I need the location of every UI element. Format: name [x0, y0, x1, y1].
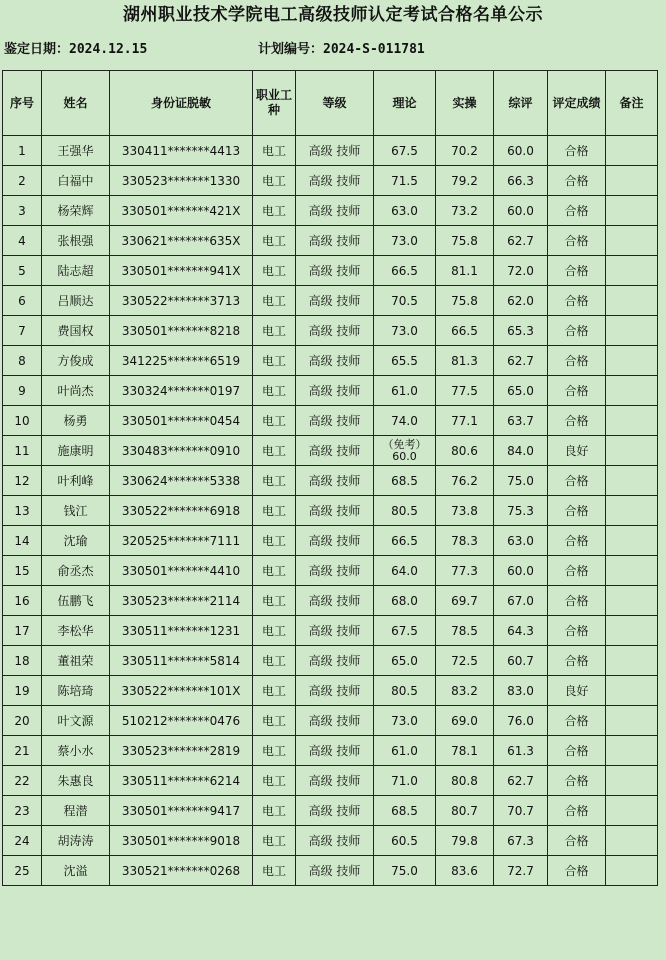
cell-theory[interactable]: 73.0 [374, 706, 436, 736]
cell-name[interactable]: 陈培琦 [42, 676, 110, 706]
cell-seq[interactable]: 23 [3, 796, 42, 826]
cell-occupation[interactable]: 电工 [253, 766, 296, 796]
cell-id[interactable]: 330621*******635X [110, 226, 253, 256]
cell-occupation[interactable]: 电工 [253, 256, 296, 286]
cell-practice[interactable]: 83.6 [436, 856, 494, 886]
table-row [3, 496, 658, 526]
cell-level[interactable]: 高级 技师 [296, 766, 374, 796]
cell-review[interactable]: 75.0 [494, 466, 548, 496]
cell-review[interactable]: 70.7 [494, 796, 548, 826]
cell-remark[interactable] [606, 286, 658, 316]
table-row [3, 676, 658, 706]
cell-practice[interactable]: 81.3 [436, 346, 494, 376]
cell-result[interactable]: 合格 [548, 826, 606, 856]
cell-level[interactable]: 高级 技师 [296, 616, 374, 646]
cell-remark[interactable] [606, 526, 658, 556]
cell-id[interactable]: 330501*******0454 [110, 406, 253, 436]
cell-practice[interactable]: 77.1 [436, 406, 494, 436]
exam-meta [4, 38, 666, 60]
table-row [3, 166, 658, 196]
cell-level[interactable]: 高级 技师 [296, 706, 374, 736]
cell-result[interactable]: 合格 [548, 316, 606, 346]
cell-result[interactable]: 良好 [548, 676, 606, 706]
cell-remark[interactable] [606, 166, 658, 196]
table-row [3, 766, 658, 796]
cell-result[interactable]: 合格 [548, 556, 606, 586]
cell-result[interactable]: 合格 [548, 346, 606, 376]
cell-result[interactable]: 合格 [548, 406, 606, 436]
cell-seq[interactable]: 2 [3, 166, 42, 196]
cell-id[interactable]: 330511*******1231 [110, 616, 253, 646]
cell-id[interactable]: 330501*******941X [110, 256, 253, 286]
cell-occupation[interactable]: 电工 [253, 826, 296, 856]
cell-result[interactable]: 合格 [548, 616, 606, 646]
cell-remark[interactable] [606, 406, 658, 436]
cell-remark[interactable] [606, 256, 658, 286]
cell-theory[interactable]: 68.5 [374, 466, 436, 496]
cell-name[interactable]: 施康明 [42, 436, 110, 466]
cell-theory[interactable]: 68.5 [374, 796, 436, 826]
cell-id[interactable]: 330522*******6918 [110, 496, 253, 526]
cell-remark[interactable] [606, 586, 658, 616]
cell-practice[interactable]: 77.5 [436, 376, 494, 406]
cell-seq[interactable]: 4 [3, 226, 42, 256]
cell-result[interactable]: 合格 [548, 256, 606, 286]
cell-level[interactable]: 高级 技师 [296, 796, 374, 826]
cell-review[interactable]: 76.0 [494, 706, 548, 736]
cell-remark[interactable] [606, 556, 658, 586]
cell-level[interactable]: 高级 技师 [296, 526, 374, 556]
cell-practice[interactable]: 78.5 [436, 616, 494, 646]
cell-level[interactable]: 高级 技师 [296, 136, 374, 166]
cell-name[interactable]: 白福中 [42, 166, 110, 196]
cell-seq[interactable]: 22 [3, 766, 42, 796]
cell-practice[interactable]: 77.3 [436, 556, 494, 586]
cell-occupation[interactable]: 电工 [253, 376, 296, 406]
cell-review[interactable]: 75.3 [494, 496, 548, 526]
cell-remark[interactable] [606, 346, 658, 376]
cell-name[interactable]: 李松华 [42, 616, 110, 646]
cell-practice[interactable]: 75.8 [436, 286, 494, 316]
cell-name[interactable]: 蔡小水 [42, 736, 110, 766]
cell-review[interactable]: 60.7 [494, 646, 548, 676]
cell-practice[interactable]: 76.2 [436, 466, 494, 496]
cell-name[interactable]: 朱惠良 [42, 766, 110, 796]
table-row [3, 376, 658, 406]
table-header-row [3, 71, 658, 136]
cell-result[interactable]: 良好 [548, 436, 606, 466]
cell-practice[interactable]: 78.1 [436, 736, 494, 766]
table-row [3, 556, 658, 586]
cell-remark[interactable] [606, 646, 658, 676]
cell-remark[interactable] [606, 136, 658, 166]
cell-review[interactable]: 62.0 [494, 286, 548, 316]
cell-id[interactable]: 330483*******0910 [110, 436, 253, 466]
cell-name[interactable]: 吕顺达 [42, 286, 110, 316]
cell-seq[interactable]: 5 [3, 256, 42, 286]
cell-remark[interactable] [606, 766, 658, 796]
cell-name[interactable]: 董祖荣 [42, 646, 110, 676]
cell-name[interactable]: 叶文源 [42, 706, 110, 736]
cell-occupation[interactable]: 电工 [253, 496, 296, 526]
cell-name[interactable]: 陆志超 [42, 256, 110, 286]
cell-occupation[interactable]: 电工 [253, 406, 296, 436]
cell-review[interactable]: 67.3 [494, 826, 548, 856]
cell-theory[interactable]: 65.0 [374, 646, 436, 676]
cell-theory[interactable]: 60.5 [374, 826, 436, 856]
table-row [3, 796, 658, 826]
cell-level[interactable]: 高级 技师 [296, 676, 374, 706]
cell-result[interactable]: 合格 [548, 226, 606, 256]
table-row [3, 136, 658, 166]
cell-occupation[interactable]: 电工 [253, 736, 296, 766]
table-row [3, 526, 658, 556]
cell-result[interactable]: 合格 [548, 646, 606, 676]
cell-theory[interactable]: 65.5 [374, 346, 436, 376]
header-seq[interactable]: 序号 [3, 71, 42, 136]
cell-level[interactable]: 高级 技师 [296, 406, 374, 436]
table-row [3, 826, 658, 856]
cell-review[interactable]: 60.0 [494, 196, 548, 226]
cell-review[interactable]: 60.0 [494, 136, 548, 166]
cell-remark[interactable] [606, 226, 658, 256]
cell-occupation[interactable]: 电工 [253, 676, 296, 706]
cell-level[interactable]: 高级 技师 [296, 856, 374, 886]
cell-occupation[interactable]: 电工 [253, 796, 296, 826]
cell-remark[interactable] [606, 436, 658, 466]
cell-id[interactable]: 330501*******9018 [110, 826, 253, 856]
cell-review[interactable]: 83.0 [494, 676, 548, 706]
cell-id[interactable]: 330523*******1330 [110, 166, 253, 196]
header-occupation[interactable]: 职业工种 [253, 71, 296, 136]
cell-seq[interactable]: 12 [3, 466, 42, 496]
cell-name[interactable]: 叶尚杰 [42, 376, 110, 406]
cell-theory[interactable]: 61.0 [374, 736, 436, 766]
cell-seq[interactable]: 18 [3, 646, 42, 676]
cell-result[interactable]: 合格 [548, 856, 606, 886]
cell-result[interactable]: 合格 [548, 496, 606, 526]
cell-level[interactable]: 高级 技师 [296, 826, 374, 856]
cell-seq[interactable]: 19 [3, 676, 42, 706]
cell-practice[interactable]: 81.1 [436, 256, 494, 286]
cell-remark[interactable] [606, 616, 658, 646]
cell-practice[interactable]: 72.5 [436, 646, 494, 676]
cell-practice[interactable]: 69.0 [436, 706, 494, 736]
cell-occupation[interactable]: 电工 [253, 616, 296, 646]
cell-result[interactable]: 合格 [548, 136, 606, 166]
cell-review[interactable]: 84.0 [494, 436, 548, 466]
cell-name[interactable]: 程潜 [42, 796, 110, 826]
table-row [3, 706, 658, 736]
cell-theory[interactable]: 73.0 [374, 316, 436, 346]
table-row [3, 316, 658, 346]
cell-occupation[interactable]: 电工 [253, 706, 296, 736]
plan-number: 计划编号：2024-S-011781 [258, 42, 425, 57]
cell-occupation[interactable]: 电工 [253, 526, 296, 556]
cell-remark[interactable] [606, 796, 658, 826]
cell-name[interactable]: 钱江 [42, 496, 110, 526]
table-row [3, 646, 658, 676]
cell-remark[interactable] [606, 856, 658, 886]
cell-id[interactable]: 341225*******6519 [110, 346, 253, 376]
cell-review[interactable]: 65.3 [494, 316, 548, 346]
cell-level[interactable]: 高级 技师 [296, 646, 374, 676]
cell-name[interactable]: 王强华 [42, 136, 110, 166]
cell-occupation[interactable]: 电工 [253, 586, 296, 616]
cell-id[interactable]: 330523*******2114 [110, 586, 253, 616]
table-row [3, 856, 658, 886]
exam-date: 鉴定日期：2024.12.15 [4, 42, 148, 57]
cell-occupation[interactable]: 电工 [253, 466, 296, 496]
cell-theory[interactable]: 63.0 [374, 196, 436, 226]
cell-id[interactable]: 330501*******421X [110, 196, 253, 226]
header-review[interactable]: 综评 [494, 71, 548, 136]
cell-name[interactable]: 沈瑜 [42, 526, 110, 556]
cell-remark[interactable] [606, 706, 658, 736]
table-row [3, 736, 658, 766]
cell-occupation[interactable]: 电工 [253, 166, 296, 196]
header-result[interactable]: 评定成绩 [548, 71, 606, 136]
cell-seq[interactable]: 9 [3, 376, 42, 406]
table-row [3, 586, 658, 616]
cell-theory[interactable]: 74.0 [374, 406, 436, 436]
cell-level[interactable]: 高级 技师 [296, 166, 374, 196]
cell-theory[interactable]: 64.0 [374, 556, 436, 586]
cell-review[interactable]: 64.3 [494, 616, 548, 646]
header-practice[interactable]: 实操 [436, 71, 494, 136]
cell-result[interactable]: 合格 [548, 586, 606, 616]
results-table [2, 70, 658, 886]
table-row [3, 616, 658, 646]
cell-id[interactable]: 320525*******7111 [110, 526, 253, 556]
cell-occupation[interactable]: 电工 [253, 436, 296, 466]
cell-seq[interactable]: 14 [3, 526, 42, 556]
cell-level[interactable]: 高级 技师 [296, 496, 374, 526]
cell-occupation[interactable]: 电工 [253, 196, 296, 226]
cell-name[interactable]: 胡涛涛 [42, 826, 110, 856]
cell-seq[interactable]: 16 [3, 586, 42, 616]
table-row [3, 226, 658, 256]
cell-seq[interactable]: 6 [3, 286, 42, 316]
cell-id[interactable]: 330521*******0268 [110, 856, 253, 886]
cell-review[interactable]: 72.7 [494, 856, 548, 886]
cell-practice[interactable]: 79.8 [436, 826, 494, 856]
cell-seq[interactable]: 17 [3, 616, 42, 646]
cell-seq[interactable]: 10 [3, 406, 42, 436]
cell-seq[interactable]: 8 [3, 346, 42, 376]
cell-seq[interactable]: 24 [3, 826, 42, 856]
cell-occupation[interactable]: 电工 [253, 556, 296, 586]
cell-practice[interactable]: 83.2 [436, 676, 494, 706]
cell-theory[interactable]: 67.5 [374, 136, 436, 166]
cell-review[interactable]: 72.0 [494, 256, 548, 286]
cell-practice[interactable]: 66.5 [436, 316, 494, 346]
cell-id[interactable]: 330411*******4413 [110, 136, 253, 166]
cell-occupation[interactable]: 电工 [253, 136, 296, 166]
page-title: 湖州职业技术学院电工高级技师认定考试合格名单公示 [123, 5, 543, 25]
cell-remark[interactable] [606, 826, 658, 856]
cell-practice[interactable]: 69.7 [436, 586, 494, 616]
cell-result[interactable]: 合格 [548, 376, 606, 406]
cell-theory[interactable]: 71.5 [374, 166, 436, 196]
table-row [3, 346, 658, 376]
cell-level[interactable]: 高级 技师 [296, 226, 374, 256]
cell-review[interactable]: 63.0 [494, 526, 548, 556]
cell-remark[interactable] [606, 316, 658, 346]
cell-remark[interactable] [606, 196, 658, 226]
cell-id[interactable]: 330324*******0197 [110, 376, 253, 406]
cell-practice[interactable]: 79.2 [436, 166, 494, 196]
cell-level[interactable]: 高级 技师 [296, 556, 374, 586]
cell-level[interactable]: 高级 技师 [296, 466, 374, 496]
cell-practice[interactable]: 80.7 [436, 796, 494, 826]
cell-occupation[interactable]: 电工 [253, 286, 296, 316]
cell-theory[interactable]: 75.0 [374, 856, 436, 886]
cell-seq[interactable]: 7 [3, 316, 42, 346]
cell-theory[interactable]: 80.5 [374, 496, 436, 526]
cell-name[interactable]: 杨勇 [42, 406, 110, 436]
cell-id[interactable]: 330522*******101X [110, 676, 253, 706]
cell-level[interactable]: 高级 技师 [296, 256, 374, 286]
cell-result[interactable]: 合格 [548, 766, 606, 796]
cell-remark[interactable] [606, 496, 658, 526]
cell-practice[interactable]: 80.6 [436, 436, 494, 466]
cell-remark[interactable] [606, 376, 658, 406]
cell-result[interactable]: 合格 [548, 466, 606, 496]
cell-practice[interactable]: 73.2 [436, 196, 494, 226]
cell-result[interactable]: 合格 [548, 706, 606, 736]
cell-seq[interactable]: 11 [3, 436, 42, 466]
cell-name[interactable]: 伍鹏飞 [42, 586, 110, 616]
table-row [3, 286, 658, 316]
cell-review[interactable]: 67.0 [494, 586, 548, 616]
cell-level[interactable]: 高级 技师 [296, 736, 374, 766]
cell-seq[interactable]: 13 [3, 496, 42, 526]
cell-result[interactable]: 合格 [548, 166, 606, 196]
cell-remark[interactable] [606, 676, 658, 706]
cell-id[interactable]: 330501*******4410 [110, 556, 253, 586]
table-row [3, 436, 658, 466]
cell-level[interactable]: 高级 技师 [296, 376, 374, 406]
cell-seq[interactable]: 3 [3, 196, 42, 226]
cell-result[interactable]: 合格 [548, 796, 606, 826]
cell-id[interactable]: 330523*******2819 [110, 736, 253, 766]
cell-name[interactable]: 俞丞杰 [42, 556, 110, 586]
cell-seq[interactable]: 15 [3, 556, 42, 586]
table-row [3, 256, 658, 286]
cell-name[interactable]: 张根强 [42, 226, 110, 256]
cell-theory[interactable]: （免考）60.0 [374, 436, 436, 466]
cell-review[interactable]: 62.7 [494, 226, 548, 256]
cell-name[interactable]: 费国权 [42, 316, 110, 346]
cell-name[interactable]: 杨荣辉 [42, 196, 110, 226]
cell-id[interactable]: 510212*******0476 [110, 706, 253, 736]
cell-review[interactable]: 61.3 [494, 736, 548, 766]
cell-name[interactable]: 叶利峰 [42, 466, 110, 496]
cell-name[interactable]: 方俊成 [42, 346, 110, 376]
table-row [3, 196, 658, 226]
cell-theory[interactable]: 70.5 [374, 286, 436, 316]
header-remark[interactable]: 备注 [606, 71, 658, 136]
cell-theory[interactable]: 66.5 [374, 526, 436, 556]
cell-practice[interactable]: 75.8 [436, 226, 494, 256]
header-theory[interactable]: 理论 [374, 71, 436, 136]
cell-name[interactable]: 沈溢 [42, 856, 110, 886]
cell-result[interactable]: 合格 [548, 526, 606, 556]
cell-theory[interactable]: 61.0 [374, 376, 436, 406]
cell-review[interactable]: 62.7 [494, 346, 548, 376]
cell-occupation[interactable]: 电工 [253, 346, 296, 376]
cell-occupation[interactable]: 电工 [253, 226, 296, 256]
cell-remark[interactable] [606, 736, 658, 766]
cell-review[interactable]: 63.7 [494, 406, 548, 436]
cell-level[interactable]: 高级 技师 [296, 436, 374, 466]
cell-remark[interactable] [606, 466, 658, 496]
cell-practice[interactable]: 80.8 [436, 766, 494, 796]
cell-level[interactable]: 高级 技师 [296, 586, 374, 616]
header-id[interactable]: 身份证脱敏 [110, 71, 253, 136]
cell-level[interactable]: 高级 技师 [296, 286, 374, 316]
cell-review[interactable]: 60.0 [494, 556, 548, 586]
cell-result[interactable]: 合格 [548, 736, 606, 766]
cell-review[interactable]: 62.7 [494, 766, 548, 796]
cell-result[interactable]: 合格 [548, 286, 606, 316]
cell-id[interactable]: 330501*******8218 [110, 316, 253, 346]
cell-theory[interactable]: 71.0 [374, 766, 436, 796]
cell-review[interactable]: 66.3 [494, 166, 548, 196]
cell-seq[interactable]: 25 [3, 856, 42, 886]
cell-theory[interactable]: 68.0 [374, 586, 436, 616]
cell-theory[interactable]: 66.5 [374, 256, 436, 286]
cell-practice[interactable]: 73.8 [436, 496, 494, 526]
cell-theory[interactable]: 67.5 [374, 616, 436, 646]
cell-id[interactable]: 330511*******5814 [110, 646, 253, 676]
cell-theory[interactable]: 73.0 [374, 226, 436, 256]
cell-level[interactable]: 高级 技师 [296, 346, 374, 376]
cell-id[interactable]: 330624*******5338 [110, 466, 253, 496]
cell-seq[interactable]: 20 [3, 706, 42, 736]
cell-seq[interactable]: 21 [3, 736, 42, 766]
cell-practice[interactable]: 70.2 [436, 136, 494, 166]
cell-id[interactable]: 330522*******3713 [110, 286, 253, 316]
cell-occupation[interactable]: 电工 [253, 646, 296, 676]
header-level[interactable]: 等级 [296, 71, 374, 136]
cell-theory[interactable]: 80.5 [374, 676, 436, 706]
header-name[interactable]: 姓名 [42, 71, 110, 136]
table-row [3, 406, 658, 436]
cell-level[interactable]: 高级 技师 [296, 196, 374, 226]
cell-occupation[interactable]: 电工 [253, 316, 296, 346]
cell-level[interactable]: 高级 技师 [296, 316, 374, 346]
cell-seq[interactable]: 1 [3, 136, 42, 166]
cell-occupation[interactable]: 电工 [253, 856, 296, 886]
cell-result[interactable]: 合格 [548, 196, 606, 226]
cell-review[interactable]: 65.0 [494, 376, 548, 406]
cell-practice[interactable]: 78.3 [436, 526, 494, 556]
cell-id[interactable]: 330501*******9417 [110, 796, 253, 826]
table-row [3, 466, 658, 496]
cell-id[interactable]: 330511*******6214 [110, 766, 253, 796]
